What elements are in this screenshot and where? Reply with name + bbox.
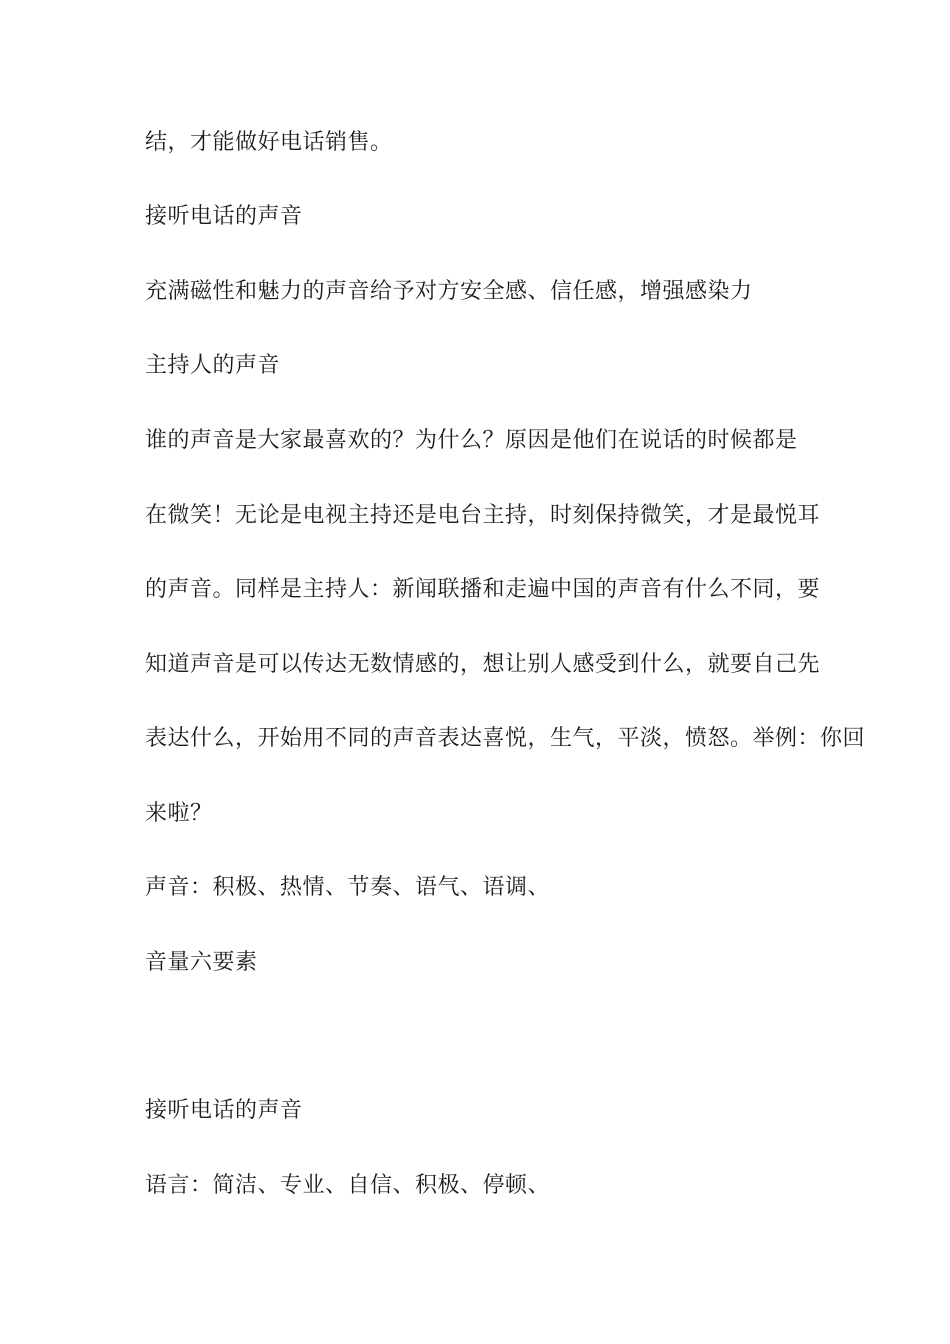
heading-host-voice: 主持人的声音 xyxy=(145,353,281,378)
heading-answering-voice-2: 接听电话的声音 xyxy=(145,1098,303,1123)
paragraph-line-4: 知道声音是可以传达无数情感的，想让别人感受到什么，就要自己先 xyxy=(145,652,821,677)
six-elements-line: 音量六要素 xyxy=(145,950,258,975)
paragraph-line-3: 的声音。同样是主持人：新闻联播和走遍中国的声音有什么不同，要 xyxy=(145,577,821,602)
heading-answering-voice: 接听电话的声音 xyxy=(145,204,303,229)
paragraph-line-6: 来啦？ xyxy=(145,801,213,826)
paragraph-line-2: 在微笑！无论是电视主持还是电台主持，时刻保持微笑，才是最悦耳 xyxy=(145,503,821,528)
language-elements-line: 语言：简洁、专业、自信、积极、停顿、 xyxy=(145,1173,551,1198)
paragraph-line-1: 谁的声音是大家最喜欢的？为什么？原因是他们在说话的时候都是 xyxy=(145,428,798,453)
paragraph-line-5: 表达什么，开始用不同的声音表达喜悦，生气，平淡，愤怒。举例：你回 xyxy=(145,726,866,751)
text-line-magnetic-voice: 充满磁性和魅力的声音给予对方安全感、信任感，增强感染力 xyxy=(145,279,753,304)
voice-elements-line: 声音：积极、热情、节奏、语气、语调、 xyxy=(145,875,551,900)
text-line-continuation: 结，才能做好电话销售。 xyxy=(145,130,393,155)
